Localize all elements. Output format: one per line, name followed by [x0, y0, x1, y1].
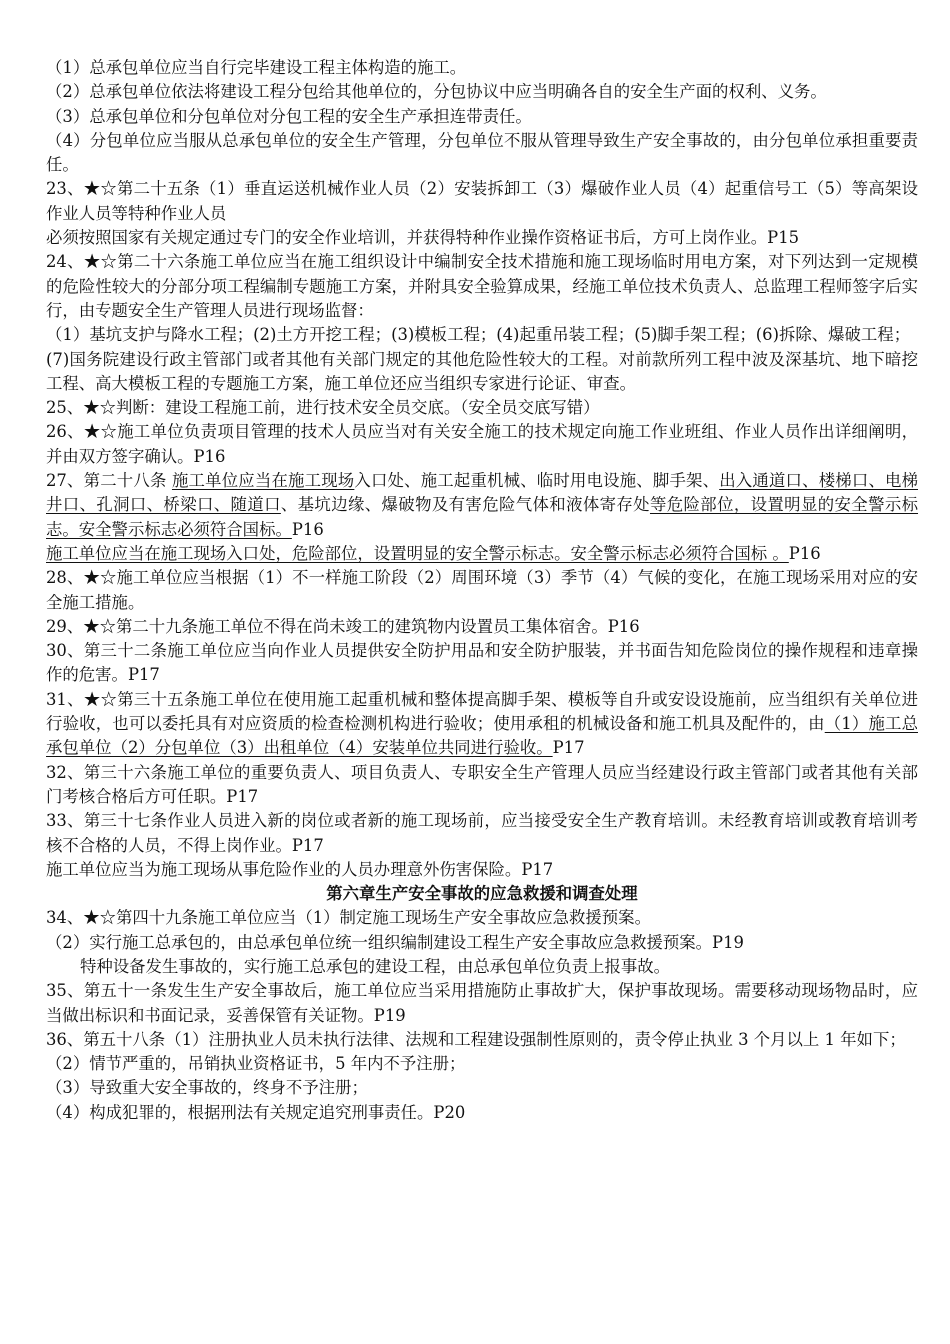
paragraph-text: 26、★☆施工单位负责项目管理的技术人员应当对有关安全施工的技术规定向施工作业班组、作业人员作出详细阐明，并由双方签字确认。P16 [46, 422, 918, 466]
paragraph [46, 1052, 918, 1076]
paragraph [46, 1028, 918, 1052]
paragraph [46, 80, 918, 104]
paragraph-text: P16 [291, 519, 324, 539]
underlined-text: 施工单位应当在施工现场入口处，危险部位，设置明显的安全警示标志。安全警示标志必须符合国标 。 [46, 543, 789, 563]
paragraph [46, 1076, 918, 1100]
paragraph [46, 906, 918, 930]
underlined-text: 出入通道口、楼梯口、电梯井口、孔洞口、桥梁口、随道口 [46, 471, 919, 515]
paragraph [46, 420, 918, 469]
paragraph-text: 必须按照国家有关规定通过专门的安全作业培训，并获得特种作业操作资格证书后，方可上岗作业。P15 [46, 228, 800, 248]
paragraph-text: （3）导致重大安全事故的，终身不予注册； [46, 1078, 368, 1098]
chapter-heading: 第六章生产安全事故的应急救援和调查处理 [326, 884, 638, 904]
paragraph-text: 施工单位应当为施工现场从事危险作业的人员办理意外伤害保险。P17 [46, 859, 554, 879]
paragraph-text: 30、第三十二条施工单位应当向作业人员提供安全防护用品和安全防护服装，并书面告知危险岗位的操作规程和违章操作的危害。P17 [46, 641, 918, 685]
paragraph [46, 931, 918, 955]
paragraph-text: 、基坑边缘、爆破物及有害危险气体和液体寄存处 [280, 495, 650, 515]
paragraph-text: （4）分包单位应当服从总承包单位的安全生产管理，分包单位不服从管理导致生产安全事故的，由分包单位承担重要责任。 [46, 130, 918, 175]
underlined-text: （1）施工总承包单位（2）分包单位（3）出租单位（4）安装单位共同进行验收。 [46, 714, 918, 758]
paragraph-text: 29、★☆第二十九条施工单位不得在尚未竣工的建筑物内设置员工集体宿舍。P16 [46, 616, 640, 636]
paragraph [46, 542, 918, 566]
paragraph [46, 226, 918, 250]
document-body-part2 [46, 906, 918, 1125]
paragraph-text: （2）情节严重的，吊销执业资格证书，5 年内不予注册； [46, 1054, 466, 1074]
paragraph-text: （2）总承包单位依法将建设工程分包给其他单位的，分包协议中应当明确各自的安全生产面的权利、义务。 [46, 82, 827, 102]
paragraph-text: 27、第二十八条 [46, 471, 172, 491]
underlined-text: 等危险部位，设置明显的安全警示标志。安全警示标志必须符合国标。 [46, 495, 919, 539]
paragraph [46, 105, 918, 129]
paragraph-text: （1）总承包单位应当自行完毕建设工程主体构造的施工。 [46, 58, 467, 77]
paragraph-text: 23、★☆第二十五条（1）垂直运送机械作业人员（2）安装拆卸工（3）爆破作业人员（4）起重信号工（5）等高架设作业人员等特种作业人员 [46, 179, 918, 223]
paragraph [46, 688, 918, 761]
paragraph-text: （3）总承包单位和分包单位对分包工程的安全生产承担连带责任。 [46, 106, 532, 126]
paragraph-text: 33、第三十七条作业人员进入新的岗位或者新的施工现场前，应当接受安全生产教育培训。未经教育培训或教育培训考核不合格的人员，不得上岗作业。P17 [46, 811, 918, 855]
paragraph [46, 615, 918, 639]
paragraph [46, 250, 918, 323]
paragraph [46, 177, 918, 226]
paragraph-text: P17 [552, 738, 585, 758]
paragraph [46, 809, 918, 858]
paragraph [46, 396, 918, 420]
paragraph-text: 28、★☆施工单位应当根据（1）不一样施工阶段（2）周围环境（3）季节（4）气候的变化，在施工现场采用对应的安全施工措施。 [46, 568, 918, 612]
paragraph-text: 36、第五十八条（1）注册执业人员未执行法律、法规和工程建设强制性原则的，责令停止执业 3 个月以上 1 年如下； [46, 1029, 906, 1049]
paragraph [46, 955, 918, 979]
paragraph [46, 1101, 918, 1125]
paragraph [46, 566, 918, 615]
paragraph [46, 323, 918, 347]
paragraph-text: （2）实行施工总承包的，由总承包单位统一组织编制建设工程生产安全事故应急救援预案。P19 [46, 932, 744, 952]
paragraph [46, 639, 918, 688]
paragraph [46, 56, 918, 80]
paragraph-text: 32、第三十六条施工单位的重要负责人、项目负责人、专职安全生产管理人员应当经建设行政主管部门或者其他有关部门考核合格后方可任职。P17 [46, 762, 918, 806]
document-body-part1 [46, 56, 918, 882]
paragraph [46, 979, 918, 1028]
paragraph [46, 761, 918, 810]
paragraph-text: 特种设备发生事故的，实行施工总承包的建设工程，由总承包单位负责上报事故。 [80, 956, 671, 976]
paragraph-text: (7)国务院建设行政主管部门或者其他有关部门规定的其他危险性较大的工程。对前款所列工程中波及深基坑、地下暗挖工程、高大模板工程的专题施工方案，施工单位还应当组织专家进行论证、审查。 [46, 349, 918, 393]
paragraph [46, 858, 918, 882]
paragraph-text: 入口处、施工起重机械、临时用电设施、脚手架、 [354, 471, 720, 491]
paragraph-text: 24、★☆第二十六条施工单位应当在施工组织设计中编制安全技术措施和施工现场临时用电方案，对下列达到一定规模的危险性较大的分部分项工程编制专题施工方案，并附具安全验算成果，经施工单位技术负责人、总监理工程师签字后实行，由专题安全生产管理人员进行现场监督： [46, 252, 918, 320]
paragraph [46, 469, 918, 542]
paragraph-text: 31、★☆第三十五条施工单位在使用施工起重机械和整体提高脚手架、模板等自升或安设设施前，应当组织有关单位进行验收，也可以委托具有对应资质的检查检测机构进行验收；使用承租的机械设备和施工机具及配件的，由 [46, 689, 918, 734]
paragraph-text: （4）构成犯罪的，根据刑法有关规定追究刑事责任。P20 [46, 1102, 466, 1122]
paragraph-text: （1）基坑支护与降水工程；(2)土方开挖工程；(3)模板工程；(4)起重吊装工程；(5)脚手架工程；(6)拆除、爆破工程； [46, 325, 911, 345]
paragraph-text: P16 [788, 543, 821, 563]
paragraph-text: 34、★☆第四十九条施工单位应当（1）制定施工现场生产安全事故应急救援预案。 [46, 908, 651, 928]
paragraph [46, 348, 918, 397]
paragraph-text: 35、第五十一条发生生产安全事故后，施工单位应当采用措施防止事故扩大，保护事故现场。需要移动现场物品时，应当做出标识和书面记录，妥善保管有关证物。P19 [46, 981, 918, 1025]
underlined-text: 施工单位应当在施工现场 [171, 471, 355, 491]
paragraph [46, 129, 918, 178]
paragraph-text: 25、★☆判断：建设工程施工前，进行技术安全员交底。（安全员交底写错） [46, 398, 600, 418]
